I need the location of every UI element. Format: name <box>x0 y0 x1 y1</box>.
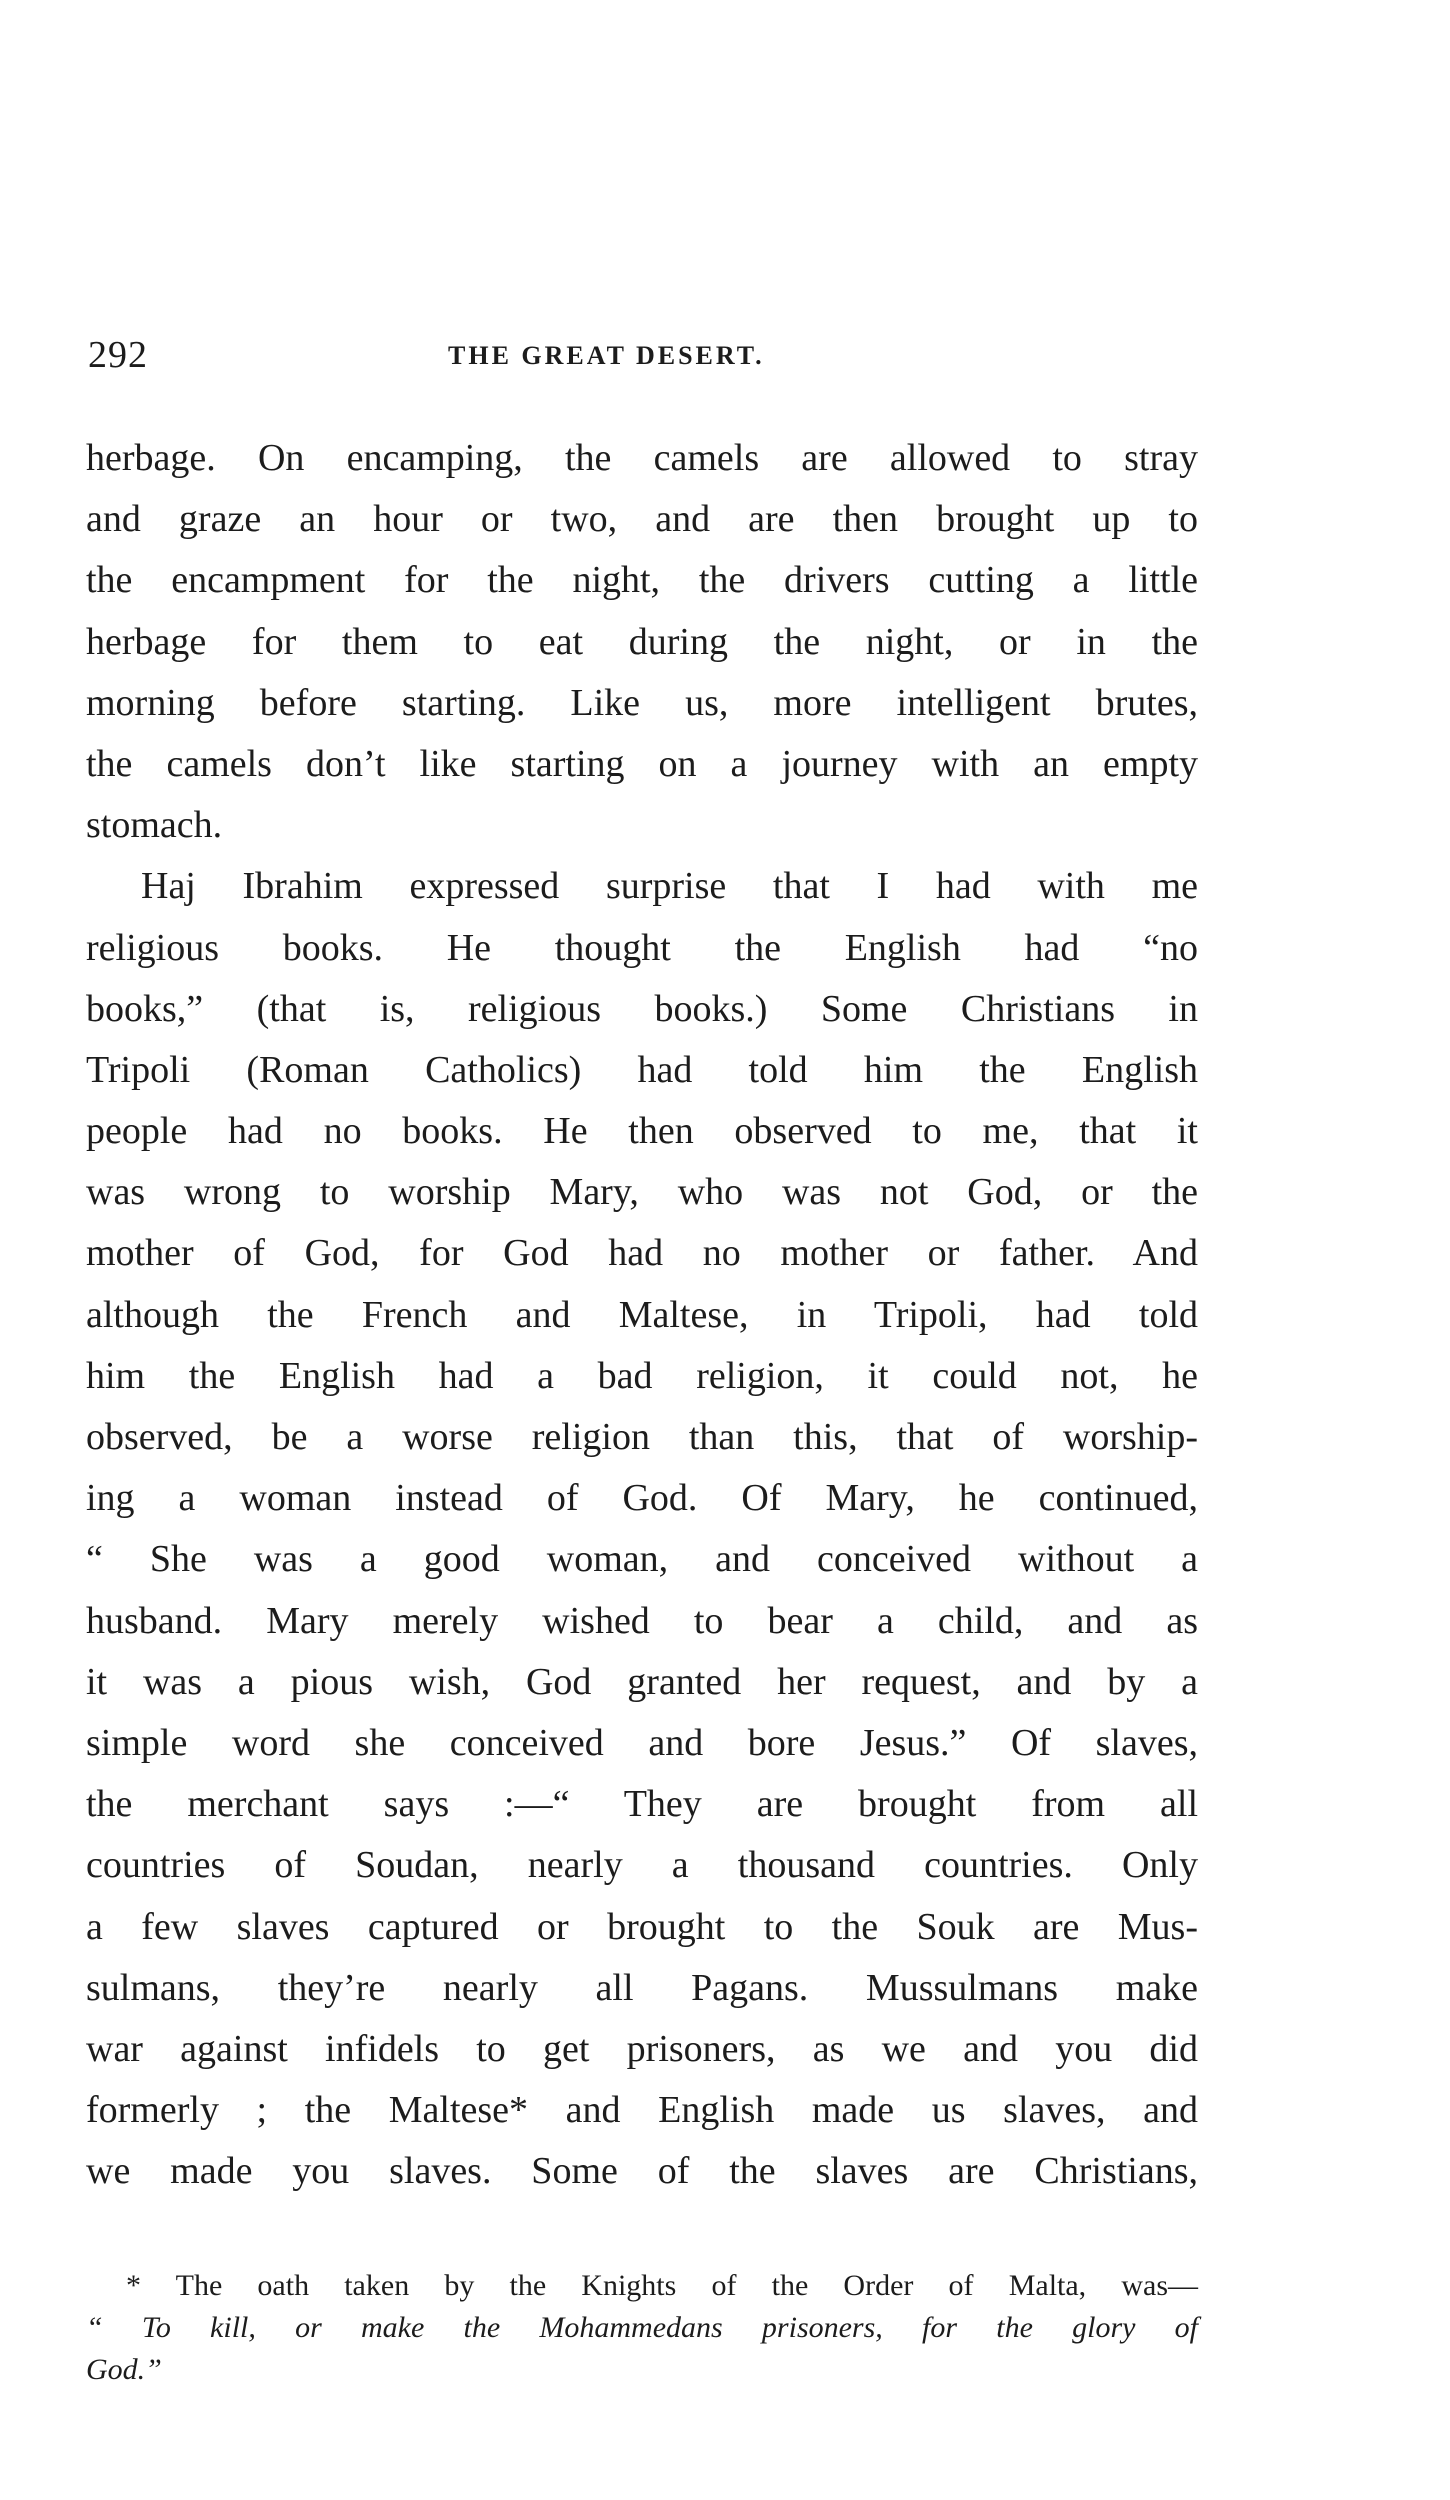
text-line: people had no books. He then observed to me, that it <box>86 1110 1198 1153</box>
text-line: was wrong to worship Mary, who was not God, or the <box>86 1171 1198 1214</box>
text-line: sulmans, they’re nearly all Pagans. Mussulmans make <box>86 1966 1198 2009</box>
text-line: formerly ; the Maltese* and English made us slaves, and <box>86 2089 1198 2132</box>
text-line: ing a woman instead of God. Of Mary, he continued, <box>86 1477 1198 1520</box>
running-head <box>88 330 1200 380</box>
text-line: books,” (that is, religious books.) Some Christians in <box>86 987 1198 1030</box>
text-line: we made you slaves. Some of the slaves are Christians, <box>86 2150 1198 2193</box>
text-line: “ She was a good woman, and conceived without a <box>86 1538 1198 1581</box>
text-line: war against infidels to get prisoners, as we and you did <box>86 2027 1198 2070</box>
text-line: although the French and Maltese, in Tripoli, had told <box>86 1293 1198 1336</box>
text-line: countries of Soudan, nearly a thousand countries. Only <box>86 1844 1198 1887</box>
text-line: the camels don’t like starting on a journey with an empty <box>86 742 1198 785</box>
text-line: Haj Ibrahim expressed surprise that I had with me <box>141 865 1198 908</box>
running-title: THE GREAT DESERT. <box>448 341 765 370</box>
text-line: morning before starting. Like us, more intelligent brutes, <box>86 681 1198 724</box>
text-line: a few slaves captured or brought to the Souk are Mus- <box>86 1905 1198 1948</box>
text-line: mother of God, for God had no mother or father. And <box>86 1232 1198 1275</box>
text-line: herbage. On encamping, the camels are allowed to stray <box>86 437 1198 479</box>
text-line: husband. Mary merely wished to bear a child, and as <box>86 1599 1198 1642</box>
text-line: the merchant says :—“ They are brought from all <box>86 1783 1198 1826</box>
footnote-line: “ To kill, or make the Mohammedans prisoners, for the glory of <box>86 2311 1198 2344</box>
footnote <box>86 2265 1198 2391</box>
text-line: simple word she conceived and bore Jesus.” Of slaves, <box>86 1721 1198 1764</box>
text-line: observed, be a worse religion than this, that of worship- <box>86 1416 1198 1458</box>
text-line: and graze an hour or two, and are then brought up to <box>86 498 1198 541</box>
text-line: religious books. He thought the English had “no <box>86 926 1198 969</box>
text-line: stomach. <box>86 804 223 847</box>
body-text <box>86 428 1198 2202</box>
footnote-line: * The oath taken by the Knights of the Order of Malta, was— <box>126 2269 1198 2302</box>
text-line: him the English had a bad religion, it could not, he <box>86 1354 1198 1397</box>
text-line: it was a pious wish, God granted her request, and by a <box>86 1660 1198 1703</box>
text-line: the encampment for the night, the drivers cutting a little <box>86 559 1198 602</box>
footnote-line: God.” <box>86 2353 162 2386</box>
text-line: herbage for them to eat during the night, or in the <box>86 620 1198 663</box>
text-line: Tripoli (Roman Catholics) had told him the English <box>86 1048 1198 1091</box>
page-number: 292 <box>88 334 148 376</box>
